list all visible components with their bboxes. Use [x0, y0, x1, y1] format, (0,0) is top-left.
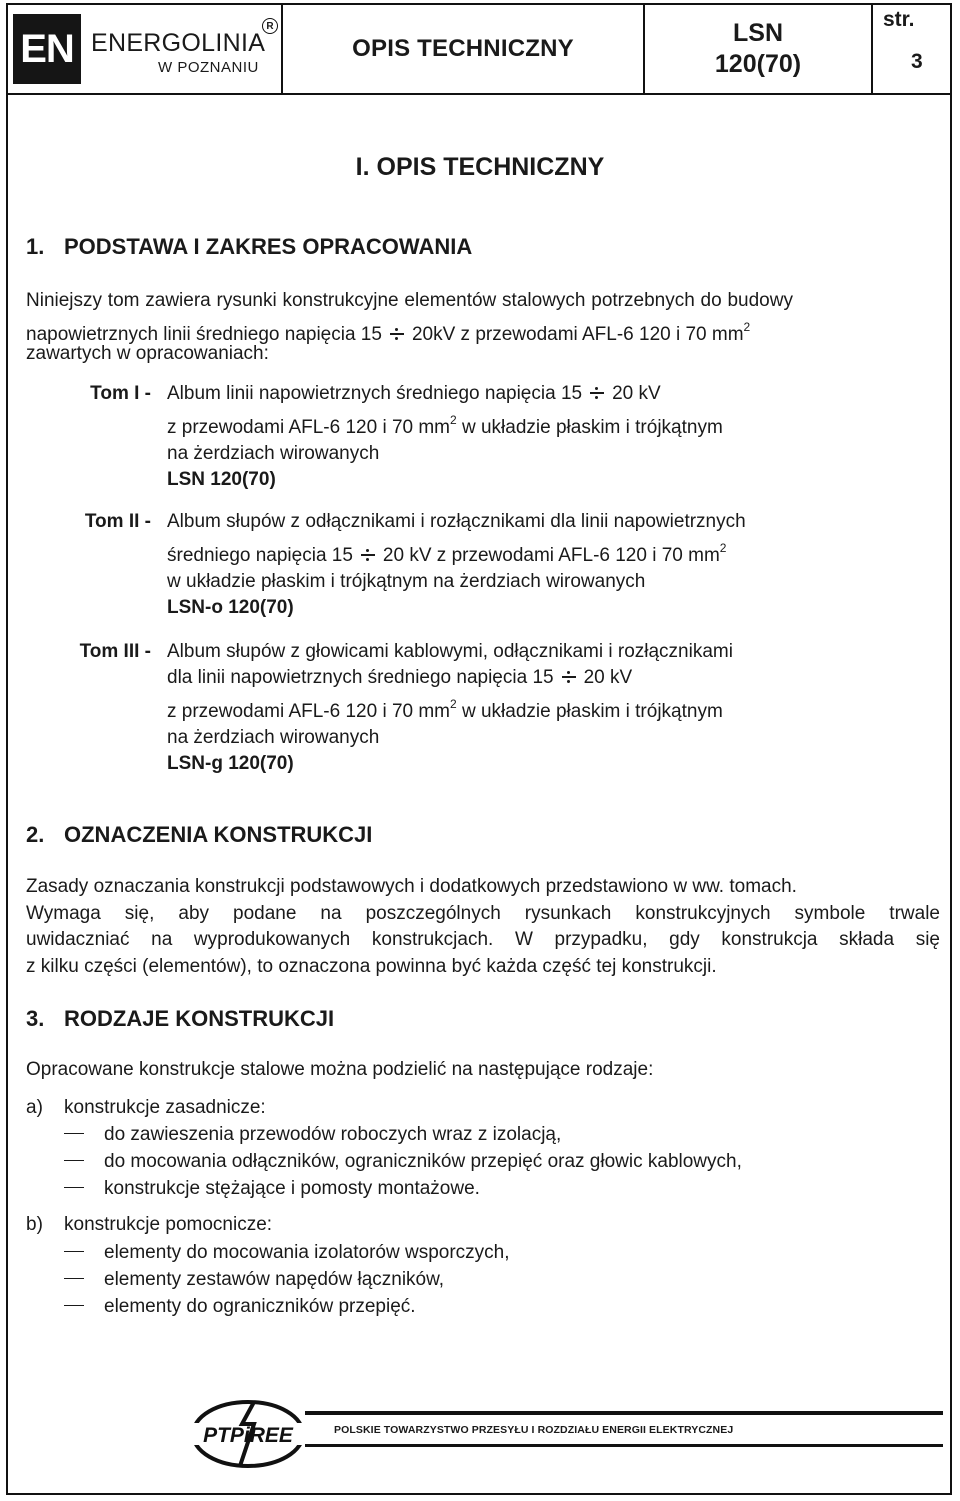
company-city: W POZNANIU: [158, 59, 259, 76]
section3-heading: [26, 1006, 334, 1032]
tom2-line2-b: 20 kV z przewodami AFL-6 120 i 70 mm: [382, 545, 720, 566]
doc-code-line2: 120(70): [714, 50, 802, 78]
section3-number: 3.: [26, 1006, 45, 1031]
page-header: [6, 3, 952, 95]
company-logo-cell: [8, 5, 283, 93]
dash-icon: [64, 1133, 84, 1135]
section3-intro: Opracowane konstrukcje stalowe można podzielić na następujące rodzaje:: [26, 1059, 654, 1080]
footer-org-name: POLSKIE TOWARZYSTWO PRZESYŁU I ROZDZIAŁU ENERGII ELEKTRYCZNEJ: [334, 1424, 734, 1436]
superscript: 2: [450, 413, 457, 427]
tom3-line3-b: w układzie płaskim i trójkątnym: [456, 701, 723, 722]
tom2-line1: Album słupów z odłącznikami i rozłącznikami dla linii napowietrznych: [167, 511, 746, 532]
footer-rule-top: [305, 1411, 943, 1415]
tom2-label: Tom II -: [84, 511, 151, 532]
tom1-line2-a: z przewodami AFL-6 120 i 70 mm: [167, 417, 451, 438]
page-label: str.: [883, 8, 915, 31]
section2-paragraph: [26, 874, 940, 980]
section1-line1: Niniejszy tom zawiera rysunki konstrukcyjne elementów stalowych potrzebnych do budowy: [26, 290, 793, 311]
tom1-line1-a: Album linii napowietrznych średniego napięcia 15: [167, 383, 583, 404]
doc-code-cell: [645, 5, 873, 93]
superscript: 2: [743, 320, 751, 334]
tom3-line2-a: dla linii napowietrznych średniego napięcia 15: [167, 667, 554, 688]
tom1-line3: na żerdziach wirowanych: [167, 443, 380, 464]
tom1-line2-b: w układzie płaskim i trójkątnym: [456, 417, 723, 438]
section2-title: OZNACZENIA KONSTRUKCJI: [64, 822, 373, 847]
footer-rule-bottom: [305, 1444, 943, 1447]
dash-icon: [64, 1305, 84, 1307]
section1-line2-a: napowietrznych linii średniego napięcia 15: [26, 324, 382, 345]
tom3-line1: Album słupów z głowicami kablowymi, odłącznikami i rozłącznikami: [167, 641, 733, 662]
superscript: 2: [450, 697, 457, 711]
doc-title-cell: [283, 5, 645, 93]
ptpiree-logo-icon: [190, 1398, 306, 1470]
list-item: elementy zestawów napędów łączników,: [64, 1269, 444, 1291]
tom3-label: Tom III -: [79, 641, 151, 662]
list-item: elementy do ograniczników przepięć.: [64, 1296, 416, 1318]
company-name: ENERGOLINIA: [91, 29, 266, 57]
section2-number: 2.: [26, 822, 45, 847]
division-sign-icon: [388, 327, 406, 341]
list-item: do mocowania odłączników, ograniczników przepięć oraz głowic kablowych,: [64, 1151, 742, 1173]
section2-heading: [26, 822, 372, 848]
tom3-line2-b: 20 kV: [583, 667, 633, 688]
tom2-line2-a: średniego napięcia 15: [167, 545, 353, 566]
tom1-line1-b: 20 kV: [612, 383, 661, 404]
section1-number: 1.: [26, 234, 45, 259]
group-b-letter: b): [26, 1214, 43, 1235]
tom3-body: [167, 639, 733, 777]
group-b-title: konstrukcje pomocnicze:: [64, 1214, 273, 1235]
dash-icon: [64, 1278, 84, 1280]
section2-line2: Wymaga się, aby podane na poszczególnych rysunkach konstrukcyjnych symbole trwale: [26, 902, 940, 924]
registered-mark-icon: R: [262, 18, 278, 34]
tom2-code: LSN-o 120(70): [167, 597, 294, 618]
ptpiree-logo-text: PTPiREE: [203, 1424, 293, 1447]
section2-line3: uwidaczniać na wyprodukowanych konstrukcjach. W przypadku, gdy konstrukcja składa się: [26, 929, 940, 950]
main-title: I. OPIS TECHNICZNY: [355, 153, 605, 181]
doc-title: OPIS TECHNICZNY: [352, 35, 574, 62]
division-sign-icon: [588, 386, 606, 400]
doc-code-line1: LSN: [733, 19, 783, 47]
list-item: do zawieszenia przewodów roboczych wraz z izolacją,: [64, 1124, 561, 1146]
dash-icon: [64, 1251, 84, 1253]
en-logo: EN: [13, 14, 81, 84]
division-sign-icon: [359, 548, 377, 562]
page-number: 3: [911, 50, 923, 73]
section1-title: PODSTAWA I ZAKRES OPRACOWANIA: [64, 234, 473, 259]
tom2-line3: w układzie płaskim i trójkątnym na żerdziach wirowanych: [167, 571, 646, 592]
tom3-line4: na żerdziach wirowanych: [167, 727, 380, 748]
page-number-cell: [873, 5, 950, 93]
section2-line1: Zasady oznaczania konstrukcji podstawowych i dodatkowych przedstawiono w ww. tomach.: [26, 876, 797, 897]
section1-heading: [26, 234, 472, 260]
tom1-code: LSN 120(70): [167, 469, 276, 490]
list-item: konstrukcje stężające i pomosty montażowe.: [64, 1178, 480, 1200]
tom3-code: LSN-g 120(70): [167, 753, 294, 774]
division-sign-icon: [560, 670, 578, 684]
section2-line4: z kilku części (elementów), to oznaczona powinna być każda część tej konstrukcji.: [26, 955, 717, 977]
superscript: 2: [719, 541, 727, 555]
tom2-body: [167, 509, 746, 621]
tom1-label: Tom I -: [90, 383, 151, 404]
tom1-body: [167, 381, 723, 493]
group-a-letter: a): [26, 1097, 43, 1118]
section1-line2-b: 20kV z przewodami AFL-6 120 i 70 mm: [411, 324, 744, 345]
group-a-title: konstrukcje zasadnicze:: [64, 1097, 266, 1118]
section1-line3: zawartych w opracowaniach:: [26, 343, 269, 364]
list-item: elementy do mocowania izolatorów wsporczych,: [64, 1242, 510, 1264]
section3-title: RODZAJE KONSTRUKCJI: [64, 1006, 335, 1031]
dash-icon: [64, 1160, 84, 1162]
tom3-line3-a: z przewodami AFL-6 120 i 70 mm: [167, 701, 451, 722]
dash-icon: [64, 1187, 84, 1189]
